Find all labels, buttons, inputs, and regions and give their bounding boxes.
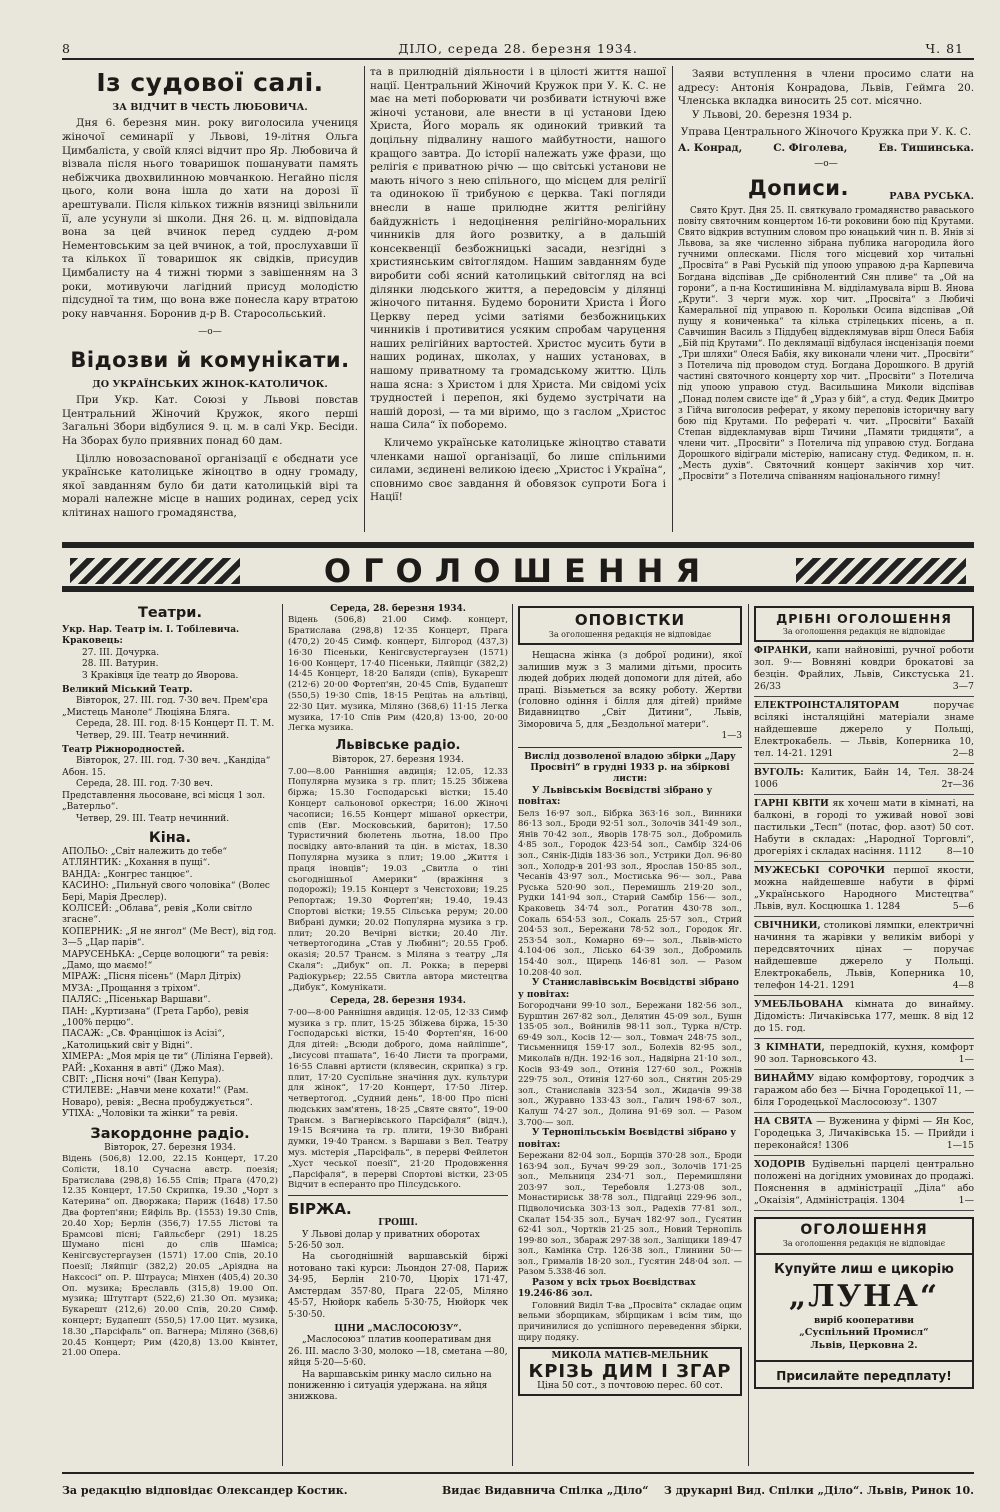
subscribe-box: [754, 1362, 974, 1389]
luna-coop-3: Львів, Церковна 2.: [810, 1339, 918, 1351]
small-ad-text: капи найновіші, ручної роботи зол. 9·— Вовняні ковдри брокатові за безцін. Фрайлих, Львів, Сикстуська 21. 26/33: [754, 645, 975, 693]
collection-t2: Богородчани 99·10 зол., Бережани 182·56 зол., Бурштин 267·82 зол., Делятин 45·09 зол., Бушн 135·05 зол., Войнилів 98·11 зол., Турка н/Стр. 69·49 зол., Косів 12·— зол., Товмач 248·75 зол., Тисьменниця 159·17 зол., Болехів 82·95 зол., Миколаїв н/Дн. 192·16 зол., Надвірна 21·10 зол., Косів 93·49 зол., Отинія 127·60 зол., Рожнів 229·75 зол., Отинія 127·60 зол., Снятин 205·29 зол., Станиславів 323·54 зол., Жидачів 99·38 зол., Журавно 133·43 зол., Галич 198·67 зол., Калуш 74·27 зол., Долина 91·69 зол. — Разом 3.700·— зол.: [518, 1001, 742, 1128]
ann-note: За оголошення редакція не відповідає: [782, 1239, 946, 1249]
luna-coop-1: виріб кооперативи: [814, 1315, 914, 1326]
small-ad-number: 2—8: [952, 748, 974, 760]
book-price: Ціна 50 сот., з почтовою перес. 60 сот.: [537, 1380, 723, 1391]
cinema-item: ПАЛЯС: „Пісенькар Варшави“.: [62, 995, 211, 1006]
small-ad-text: як хочеш мати в кімнаті, на балконі, в городі то уживай нової зові пастильки „Тесп“ (потас, фор. азот) 50 сот. Набути в складах: „Народної Торговлі“, дрогеріях і складах насіння. 1112: [754, 798, 975, 858]
prices-p2: На варшавськім ринку масло сильно на пониженню і ситуація удержана. на яйця знижкова.: [288, 1369, 492, 1403]
small-ad-number: 8—10: [946, 846, 974, 858]
sig-2: С. Фіголева,: [773, 141, 848, 154]
radio-date-2: Вівторок, 27. березня 1934.: [332, 755, 464, 766]
footer: [62, 1472, 974, 1497]
masthead-title: ДІЛО, середа 28. березня 1934.: [398, 41, 638, 56]
letters-place: РАВА РУСЬКА.: [889, 190, 974, 202]
notices-column: [518, 606, 742, 1396]
divider-2: —o—: [814, 158, 838, 169]
radio-text-2: 7.00—8.00 Раннішня авдиція; 12.05, 12.33 Популярна музика з гр. плит; 15.25 Збіжева біржа; 15.30 Господарські вістки; 15.40 Концерт сальонової оркестри; 16.00 Жіночі часописи; 16.55 Концерт мішаної оркестри, спів (Евг. Московський, баритон); 17.50 Туристичний бюлетень льотна, 18.00 Про посвідку авто-вланий та цін. в містах, 18.30 Популярна музика з плит; 19.00 „Життя і праця іновців“; 19.03 „Свитла о тіні сьогоднішньої Америки“ (вражіння з подорожі); 19.15 Концерт з Ченстохови; 19.25 Репортаж; 19.30 Фортеп'ян; 19.40, 19.43 Спортові вістки; 19.55 Сільська рерум; 20.00 Вибрані думки; 20.02 Популярна музика з гр. плит; 20.20 Вечірні вістки; 20.40 Літ. четвертогодина „Став у Любині“; 20.55 Гроб. оказія; 20.57 Трансм. з Міляна з театру „Ля Скаля“: „Дибук“ оп. Л. Рокка; в перерві Радіокурьєр; 22.55 Свитла автора мистецтва „Дибук“, Комунікати.: [288, 766, 508, 993]
small-ad: [754, 795, 974, 862]
theatre-2: Великий Міський Театр.: [62, 685, 193, 696]
cinema-item: КОПЕРНИК: „Я не янгол“ (Ме Вест), від год. 3—5 „Цар парів“.: [62, 926, 277, 949]
notice-1-number: 1—3: [721, 731, 742, 742]
appeals-p1: При Укр. Кат. Союзі у Львові повстав Центральний Жіночий Кружок, якого перші Загальні Збори відбулися 9. ц. м. в салі Укр. Бесіди. На Зборах було приявних понад 60 дам.: [62, 394, 358, 447]
small-ad-heading: СВІЧНИКИ,: [754, 920, 821, 932]
prices-title: ЦІНИ „МАСЛОСОЮЗУ“.: [334, 1323, 462, 1334]
sig-3: Ев. Тишинська.: [878, 141, 974, 154]
cinema-list: [62, 847, 278, 1121]
radio-column: [288, 604, 508, 1404]
theatre-1b: 28. III. Ватурин.: [82, 659, 159, 670]
stock-title: БІРЖА.: [288, 1200, 352, 1219]
cinema-item: ПАН: „Куртизана“ (Грета Гарбо), ревія „100% перцю“.: [62, 1006, 249, 1028]
small-ad: [754, 1070, 974, 1113]
appeals-subtitle: ДО УКРАЇНСЬКИХ ЖІНОК-КАТОЛИЧОК.: [92, 378, 328, 390]
cinema-item: МІРАЖ: „Пісня пісень“ (Марл Дітріх): [62, 972, 242, 983]
cinema-item: АТЛЯНТИК: „Кохання в пущі“.: [62, 858, 211, 869]
small-ads-list: [754, 642, 974, 1211]
foreign-radio-date: Вівторок, 27. березня 1934.: [104, 1142, 236, 1153]
right-column: [678, 68, 974, 483]
collection-v1: У Львівськім Воєвідстві зібрано у повітах:: [518, 785, 713, 808]
court-text: Дня 6. березня мин. року виголосила учениця жіночої семинарії у Львові, 19-літня Ольга Цимбаліста, у своїй клясі відчит про Яр. Любовича й візвала після нього товаришок пошанувати память небіжчика двохвилинною мовчанкою. Негайно після цього, коли вона ішла до хати на дорозі її арештували. Після кількох тижнів вязниці звільнили її, але усунули зі школи. Дня 26. ц. м. відповідала вона за цей вчинок перед суддею д-ром Нементовським за цей вчинок, а той, прослухавши її та кількох її товаришок як свідків, присудив Цимбалисту на 4 тижні тюрми з завішенням на 3 роки, мотивуючи лагідний присуд молодістю підсудної та тим, що вона вже понесла кару втратою року навчання. Боронив д-р В. Старосольський.: [62, 117, 358, 320]
small-ad: [754, 1039, 974, 1070]
appeals-p2: Ціллю новозасnованої організації є обєднати усе українське католицьке жіноцтво в одну громаду, якої завданням було би дати католицькій вірі та моралі належне місце в наших родинах, серед усіх клітинах нашого громадянства,: [62, 452, 358, 519]
right-p1: Заяви вступлення в члени просимо слати на адресу: Антонія Конрадова, Львів, Геймга 20. Членська вкладка виносить 25 сот. місячно.: [678, 68, 974, 108]
appeals-title: Відозви й комунікати.: [70, 347, 350, 372]
theatre-2a: Вівторок, 27. III. год. 7·30 веч. Прем'єра „Мистець Маноле“ Люціяна Бляга.: [62, 696, 268, 718]
theatre-2b: Середа, 28. III. год. 8·15 Концерт П. Т. М.: [76, 719, 275, 730]
luna-buy: Купуйте лиш е цикорію: [774, 1261, 954, 1277]
masthead: [62, 38, 974, 60]
stock-p2: На сьогоднішній варшавській біржі нотовано такі курси: Льондон 27·08, Париж 34·95, Берлін 210·70, Цюріх 171·47, Амстердам 357·80, Прага 22·05, Міляно 45·57, Нюйорк кабель 5·30·75, Нюйорк чек 5·30·50.: [288, 1252, 508, 1320]
collection-v2: У Станиславівськім Воєвідстві зібрано у повітах:: [518, 978, 739, 1000]
small-ad-text: столикові лямпки, електричні начиння та жарівки у великім виборі у передсвяточних цінах — поручає найдешевше джерело у Польщі. Електрокабель, Львів, Коперника 10, телефон 14-21. 1291: [754, 920, 975, 992]
collection-close: Головний Виділ Т-ва „Просвіта“ складає оцим вельми зборщикам, збірщикам і всім тим, що причинилися до успішного переведення збірки, щиру подяку.: [518, 1300, 742, 1343]
banner-title: ОГОЛОШЕННЯ: [323, 552, 713, 590]
cinema-item: СТИЛЕВЕ: „Навчи мене кохати!“ (Рам. Новаро), ревія: „Весна пробуджується“.: [62, 1086, 253, 1108]
collection-t1: Белз 16·97 зол., Бібрка 363·16 зол., Винники 86·13 зол., Броди 92·51 зол., Золочів 341·49 зол., Янів 70·42 зол., Яворів 178·75 зол., Добромиль 4·85 зол., Городок 423·54 зол., Самбір 324·06 зол., Сянік-Дідів 183·36 зол., Устрики Дол. 96·80 зол., Холодр-в 201·93 зол., Ярослав 150·85 зол., Чесанів 43·97 зол., Мостиська 96·— зол., Рава Руська 520·90 зол., Перемишль 219·20 зол., Рудки 141·94 зол., Старий Самбір 156·— зол., Краковець 34·74 зол., Рогатин 430·78 зол., Сокаль 654·53 зол., Сокаль 25·57 зол., Стрий 204·53 зол., Бережани 78·52 зол., Городок Яг. 253·54 зол., Комарно 69·— зол., Львів-місто 4.104·06 зол., Лісько 64·39 зол., Добромиль 154·40 зол., Щирець 146·81 зол. — Разом 10.208·40 зол.: [518, 808, 742, 978]
small-ad: [754, 862, 974, 917]
small-ads-column: [754, 606, 974, 1389]
cinema-item: ПАСАЖ: „Св. Францішок із Асізі“, „Католицький світ у Відні“.: [62, 1029, 225, 1051]
mid-text: та в прилюдній діяльности і в цілості життя нашої нації. Центральний Жіночий Кружок при У. К. С. не має на меті поборювати чи розбивати істнуючі вже жіночі установи, але внести в ці установи Ідею Христа, Його мораль як одинокий тривкий та доцільну підвалину нашого майбутности, нашого кращого завтра. До історії належать уже фрази, що релігія є приватною річю — що світські установи не мають нічого з нею спільного, що місцем для релігії та одинокою її трибуною є церква. Такі погляди внесли в наше прилюдне життя релігійну байдужність і недоцінення релігійно-моральних чинників для його розвитку, а в дальшій консеквенції безбожницькі засади, незгідні з християнським світоглядом. Нашим завданням буде виробити собі ясний католицький світогляд на всі ділянки людського життя, а передовсім у ділянці жіночого питання. Будемо боронити Христа і Його Церкву перед усіми затіями безбожницьких чинників і противитися усяким спробам чаруцення наших релігійних вартостей. Христос мусить бути в наших родинах, школах, у наших установах, в нашому приватному та громадському життю. Ціль наша ясна: з Христом і для Христа. Ми свідомі усіх трудностей і перепон, які будемо зустрічати на нашій дорозі, — та ми віримо, що з гаслом „Христос наша Сила“ їх поборемо.: [370, 66, 666, 432]
small-ad: [754, 764, 974, 795]
luna-brand: „ЛУНА“: [788, 1278, 940, 1314]
small-ad-number: 5—6: [952, 901, 974, 913]
small-ad: [754, 697, 974, 764]
collection-v3: У Тернопільськім Воєвідстві зібрано у повітах:: [518, 1128, 737, 1150]
small-ad-text: кімната до винайму. Дідомість: Личаківська 177, мешк. 8 від 12 до 15. год.: [754, 999, 975, 1035]
small-ad-text: відаю комфортову, городчик з гаражом або без — Бічна Городецької 11, — біля Городецької Маслосоюзу“. 1307: [754, 1073, 974, 1109]
footer-publisher: Видає Видавнича Спілка „Діло“: [442, 1484, 649, 1497]
subscribe-text: Присилайте передплату!: [776, 1369, 952, 1384]
right-p2: У Львові, 20. березня 1934 р.: [692, 108, 853, 121]
ads-banner: [62, 542, 974, 592]
stock-p1: У Львові долар у приватних оборотах 5·26·50 зол.: [288, 1229, 480, 1252]
book-author: МИКОЛА МАТІЄВ-МЕЛЬНИК: [551, 1351, 709, 1362]
theatre-3c: Четвер, 29. III. Театр нечинний.: [76, 813, 230, 824]
letters-text: Свято Крут. Дня 25. II. святкувало громадянство раваського повіту святочним концертом 16-ти роковини бою під Крутами. Свято відкрив вступним словом про юнацький чин п. В. Янів зі Львова, за яке численно зібрана публика нагородила його гучними оплесками. Після того місцевий хор читальні „Просвіта“ в Раві Руській під упоою управою д-ра Карпевича Богдана відспівав „Де срібнолентий Сян пливе“ та „Ой на горони“, а п-на Костишинівна М. відділамувала вірш В. Янова „Крути“. З черги муж. хор чит. „Просвіта“ з Любичі Камеральної під управою п. Корольки Осипа відспівав „Ой пущу я кониченька“ та кілька стрілецьких пісень, а п. Савчишин Василь з Піддубец віддеклямував вірш Олеся Бабія „Бій під Крутами“. По деклямації відбулася інсценізація поеми „Три шляхи“ Олеся Бабія, яку виконали члени чит. „Просвіти“ з Потелича під проводом студ. Богдана Дорошкого. В другій частині святочного концерту хор чит. „Просвіти“ з Потелича під упоою управою студ. Васильшина Миколи відспівав „Понад полем свисте іде“ й „Ураз у бій“, а студ. Федик Дмитро з Гійча виголосив реферат, у якому переповів історичну вагу бою під Крутами. По рефераті ч. чит. „Просвіти“ Бахаїй Степан віддекламував вірш Тичини „Памяти тридцяти“, а члени чит. „Просвіти“ з Потелича під управою студ. Богдана Дорошкого відіграли містерію, написану студ. Федиком, п. н. „Месть духів“. Святочний концерт закінчив хор чит. „Просвіти“ з Потелича співанням національного гимну!: [678, 205, 974, 483]
sig-1: А. Конрад,: [678, 141, 743, 154]
cinema-item: МУЗА: „Прощання з тріхом“.: [62, 983, 201, 994]
letters-header: [678, 173, 974, 203]
notice-1: Нещасна жінка (з доброї родини), якої залишив муж з 3 малими дітьми, просить людей добрих людей допомоги для дітей, або праці. Візьметься за всяку роботу. Жертви (головно одіння і білля для дітей) прийме Видавництво „Світ Дитини“, Львів, Зіморовича 5, для „Бездольної матери“.: [518, 651, 742, 730]
prices-p1: „Маслосоюз“ платив кооперативам дня 26. III. масло 3·30, молоко —18, сметана —80, яйця 5·20—5·60.: [288, 1335, 508, 1369]
small-ad-number: 4—8: [952, 980, 974, 992]
small-ad: [754, 1156, 974, 1211]
radio-text-3: 7·00—8·00 Раннішня авдиція. 12·05, 12·33 Симф музика з гр. плит, 15·25 Збіжева біржа, 15·30 Господарські вістки, 15·40 Фортеп'ян, 16·00 Для дітей: „Всюди доброго, дома найліпше“, „Іисусові пташата“, 16·40 Листи та програми, 16·55 Славні артисти (клявесин, скрипка) з гр. плит, 17·20 Суспільне значіння дух. культури для жінок“, 17·20 Концерт, 17·50 Літер. четвертогод. „Судний день“, 18·00 Про пісні людських зам'ятень, 18·25 „Святе свято“, 19·00 Трансм. з Вагнерівського Парсіфаля“ (відч.), 19·15 Всячина та гр. плити, 19·30 Вибрані думки, 19·40 Трансм. з Варшави з Вел. Театру муз. містерія „Парсіфаль“, в перерві Фейлетон „Хуст чеської поезії“, 21·20 Продовження „Парсіфаля“, в перерві Спортові вістки, 23·05 Відчит в есперанто про Пілсудського.: [288, 1007, 508, 1191]
cinema-item: КОЛІСЕЙ: „Облава“, ревія „Коли світло згасне“.: [62, 903, 253, 926]
small-ad-heading: ВИНАЙМУ: [754, 1073, 815, 1085]
theatre-2c: Четвер, 29. III. Театр нечинний.: [76, 730, 230, 741]
right-p3: Управа Центрального Жіночого Кружка при У. К. С.: [680, 126, 972, 139]
small-ad: [754, 996, 974, 1039]
small-ad-text: передпокій, кухня, комфорт 90 зол. Тарновського 43.: [754, 1042, 974, 1066]
foreign-radio-text: Відень (506,8) 12.00, 22.15 Концерт, 17.20 Солісти, 18.10 Сучасна австр. поезія; Братислава (298,8) 16.55 Спів; Прага (470,2) 12.35 Концерт, 17.50 Скрипка, 19.30 „Чорт з Катерина“ оп. Дворжака; Париж (1648) 17.50 Два фортеп'яни; Ейфіль Вр. (1553) 19.30 Спів, 20.40 Хор; Берлін (356,7) 17.55 Лістові та Брамсові пісні; Гайльсберг (291) 18.25 Шумано пісні до слів Шаміса; Кенігсвустергаузен (1571) 17.00 Спів, 20.10 Поезії; Ляйпціг (382,2) 20.05 „Аріядна на Наксосі“ оп. Р. Штрауса; Мінхен (405,4) 20.30 Оп. музика; Бреславль (315,8) 19.00 Оп. музика; Штутгарт (522,6) 21.30 Оп. музика; Букарешт (212,6) 20.00 Спів, 20.20 Симф. концерт; Будапешт (550,5) 17.00 Цит. музика, 18.30 „Парсіфаль“ оп. Вагнера; Міляно (368,6) 20.45 Концерт; Рим (420,8) 13.00 Квінтет, 21.00 Опера.: [62, 1154, 278, 1359]
theatre-1a: 27. III. Дочурка.: [82, 647, 160, 658]
small-ad-heading: УМЕБЛЬОВАНА: [754, 999, 844, 1011]
cinema-item: АПОЛЬО: „Світ належить до тебе“: [62, 846, 228, 857]
small-ads-title: ДРІБНІ ОГОЛОШЕННЯ: [776, 611, 952, 626]
cinema-item: ВАНДА: „Конгрес танцює“.: [62, 869, 193, 880]
small-ad-heading: ЕЛЕКТРОІНСТАЛЯТОРАМ: [754, 700, 900, 712]
court-title: Із судової салі.: [96, 68, 324, 97]
radio-date-3: Середа, 28. березня 1934.: [330, 996, 466, 1007]
foreign-radio-title: Закордонне радіо.: [90, 1125, 250, 1142]
small-ad-heading: МУЖЕСЬКІ СОРОЧКИ: [754, 865, 885, 877]
small-ad-heading: ВУГОЛЬ:: [754, 767, 804, 779]
signatures: [678, 142, 974, 156]
cinema-item: РАЙ: „Кохання в авті“ (Джо Мая).: [62, 1063, 225, 1074]
mid-p2: Кличемо українське католицьке жіноцтво ставати членками нашої організації, бо лише спільними силами, зєдинені великою ідеєю „Христос і Україна“, сповнимо своє завдання й обовязок супроти Бога і Нації!: [370, 437, 666, 504]
small-ad-heading: НА СВЯТА: [754, 1116, 813, 1128]
lviv-radio-title: Львівське радіо.: [335, 738, 461, 754]
small-ad-number: 1—15: [946, 1140, 974, 1152]
small-ad-heading: ГАРНІ КВІТИ: [754, 798, 829, 810]
small-ad-number: 3—7: [952, 681, 974, 693]
court-column: [62, 68, 358, 520]
small-ad: [754, 642, 974, 697]
small-ad-text: — Вуженина у фірмі — Ян Кос, Городецька 3, Личаківська 15. — Прийди і переконайся! 1306: [754, 1116, 975, 1152]
cinema-item: КАСИНО: „Пильнуй свого чоловіка“ (Волес Бері, Марія Дреслер).: [62, 881, 270, 903]
small-ad: [754, 917, 974, 996]
collection-sum: Разом у всіх трьох Воєвідствах 19.246·86 зол.: [518, 1278, 696, 1300]
luna-ad: [754, 1255, 974, 1362]
footer-editor: За редакцію відповідає Олександер Костик.: [62, 1484, 348, 1497]
small-ad-heading: ФІРАНКИ,: [754, 645, 812, 657]
cinema-item: МАРУСЕНЬКА: „Серце волоцюги“ та ревія: „Дамо, що маємо!“: [62, 949, 269, 971]
book-title: КРІЗЬ ДИМ І ЗГАР: [528, 1360, 732, 1382]
collection-title: Вислід дозволеної владою збірки „Дару Просвіті“ в грудні 1933 р. на збіркові листи:: [524, 751, 736, 785]
cinema-item: ХІМЕРА: „Моя мрія це ти“ (Ліліяна Гервей).: [62, 1052, 274, 1063]
small-ad-text: першої якости, можна найдешевше набути в фірмі „Українського Народного Мистецтва“ Львів, вул. Косцюшка 1. 1284: [754, 865, 974, 913]
small-ad-heading: 3 КІМНАТИ,: [754, 1042, 825, 1054]
court-subtitle: ЗА ВІДЧИТ В ЧЕСТЬ ЛЮБОВИЧА.: [112, 102, 308, 113]
cinema-item: УТІХА: „Чоловіки та жінки“ та ревія.: [62, 1109, 239, 1120]
stock-subtitle: ГРОШІ.: [378, 1218, 418, 1229]
ann-title: ОГОЛОШЕННЯ: [800, 1222, 928, 1239]
small-ads-note: За оголошення редакція не відповідає: [782, 627, 946, 636]
notices-title: ОПОВІСТКИ: [574, 611, 686, 629]
theatre-3a: Вівторок, 27. III. год. 7·30 веч. „Кандіда“ Абон. 15.: [62, 756, 271, 778]
small-ad-text: поручає всілякі інсталяційні матеріали знаме найдешевше джерело у Польщі, Електрокабель. — Львів, Коперника 10, тел. 14-21. 1291: [754, 700, 974, 760]
theatre-3b: Середа, 28. III. год. 7·30 веч. Представлення льосоване, всі місця 1 зол. „Ватерльо“.: [62, 779, 266, 813]
cinema-item: СВІТ: „Пісня ночі“ (Іван Кепура).: [62, 1075, 222, 1086]
notices-note: За оголошення редакція не відповідає: [548, 630, 712, 639]
page-number: 8: [62, 41, 71, 56]
small-ad-text: Калитик, Байн 14, Тел. 38-24 1006: [754, 767, 974, 791]
luna-coop-2: „Суспільний Промисл“: [799, 1327, 929, 1339]
small-ad-number: 1—: [958, 1054, 974, 1066]
small-ad-number: 2т—36: [941, 779, 974, 791]
footer-printer: З друкарні Вид. Спілки „Діло“. Львів, Ринок 10.: [663, 1484, 974, 1497]
collection-t3: Бережани 82·04 зол., Борщів 370·28 зол., Броди 163·94 зол., Бучач 99·29 зол., Золочів 171·25 зол., Мельниця 234·71 зол., Перемишляни 203·97 зол., Теребовля 1.273·08 зол., Монастириськ 38·78 зол., Підгайці 229·96 зол., Підволочиська 303·13 зол., Радехів 77·81 зол., Скалат 154·35 зол., Бучач 182·97 зол., Гусятин 62·41 зол., Чортків 21·25 зол., Новий Тернопіль 199·80 зол., Збараж 297·38 зол., Заліщики 189·47 зол., Камінка Стр. 126·38 зол., Глинини 50·— зол., Грималів 18·20 зол., Гусятин 248·04 зол. — Разом 5.338·46 зол.: [518, 1150, 742, 1278]
radio-date-1: Середа, 28. березня 1934.: [330, 604, 466, 614]
theatre-3: Театр Ріжнородностей.: [62, 745, 185, 756]
small-ad: [754, 1113, 974, 1156]
letters-title: Дописи.: [748, 175, 849, 200]
cinemas-title: Кіна.: [148, 829, 192, 846]
theatre-1: Укр. Нар. Театр ім. І. Тобілевича. Краковець:: [62, 625, 240, 647]
entertainment-column: [62, 604, 278, 1359]
small-ad-number: 1—: [958, 1195, 974, 1207]
small-ad-heading: ХОДОРІВ: [754, 1159, 806, 1171]
small-ad-text: Будівельні парцелі центрально положені на догідних умовинах до продажі. Пояснення в адміністрації „Діла“ або „Окаізія“, Адміністрація. 1304: [754, 1159, 975, 1207]
theatres-title: Театри.: [138, 605, 202, 621]
theatre-1c: З Краківця їде театр до Яворова.: [82, 670, 239, 681]
section-divider: —o—: [198, 327, 222, 338]
radio-text-1: Відень (506,8) 21.00 Симф. концерт, Братислава (298,8) 12·35 Концерт, Прага (470,2) 20·45 Симф. концерт, Білгород (437,3) 16·30 Пісеньки, Кенігсвустергаузен (1571) 16·00 Концерт, 17·40 Пісеньки, Ляйпціг (382,2) 14·45 Концерт, 18·20 Баляди (спів), Букарешт (212·6) 20·00 Фортеп'ян, 20·45 Спів, Будапешт (550,5) 19·30 Спів, 18·15 Рецітаь на альтівці, 22·30 Цит. музика, Міляно (368,6) 11·15 Легка музика, 17·10 Спів Рим (420,8) 13·00, 20·00 Легка музика.: [288, 615, 508, 734]
mid-column: [370, 66, 666, 505]
issue-number: Ч. 81: [925, 41, 964, 56]
